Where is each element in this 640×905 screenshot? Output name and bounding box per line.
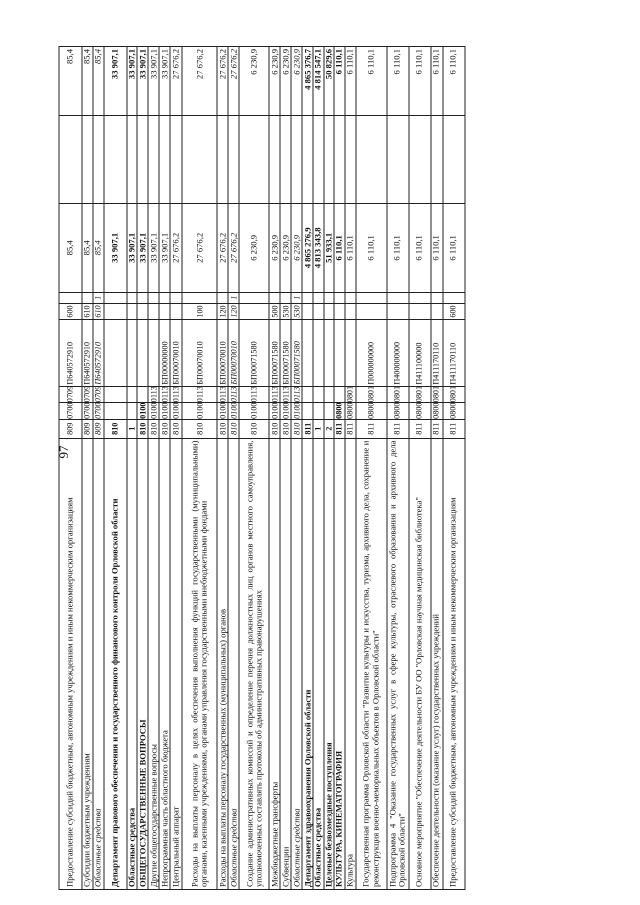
row-expense-type xyxy=(127,303,137,320)
row-target-article: П411170110 xyxy=(431,320,443,386)
row-expense-type xyxy=(104,303,127,320)
row-source xyxy=(127,292,137,303)
table-row xyxy=(228,47,239,890)
row-amount-1: 33 907,1 xyxy=(127,204,137,293)
row-expense-type xyxy=(137,303,148,320)
row-amount-1: 27 676,2 xyxy=(170,204,182,293)
row-grbs: 809 xyxy=(82,419,93,438)
row-expense-type: 610 xyxy=(93,303,104,320)
row-razdel: 0100 xyxy=(182,403,217,420)
row-amount-1: 6 110,1 xyxy=(409,204,431,293)
row-source xyxy=(137,292,148,303)
row-name: ОБЩЕГОСУДАРСТВЕННЫЕ ВОПРОСЫ xyxy=(137,438,148,889)
row-source xyxy=(356,292,387,303)
row-amount-1: 6 110,1 xyxy=(356,204,387,293)
row-amount-1: 33 907,1 xyxy=(137,204,148,293)
row-expense-type: 530 xyxy=(291,303,302,320)
row-name: Межбюджетные трансферты xyxy=(269,438,280,889)
row-razdel xyxy=(104,403,127,420)
row-amount-3: 6 110,1 xyxy=(356,47,387,116)
row-expense-type xyxy=(334,303,344,320)
row-target-article xyxy=(324,320,334,386)
row-expense-type: 530 xyxy=(280,303,291,320)
row-grbs: 810 xyxy=(291,419,302,438)
row-source xyxy=(280,292,291,303)
row-name: Предоставление субсидий бюджетным, автономным учреждениям и иным некоммерческим организациям xyxy=(59,438,82,889)
row-amount-1: 6 110,1 xyxy=(334,204,344,293)
row-name: Подпрограмма 4 "Оказание государственных услуг в сфере культуры, отраслевого образования и архивного дела Орловской области" xyxy=(387,438,409,889)
row-razdel: 0700 xyxy=(59,403,82,420)
row-podrazdel: 0709 xyxy=(93,385,103,403)
row-grbs: 810 xyxy=(280,419,291,438)
row-target-article: БП00070010 xyxy=(217,320,228,386)
row-source xyxy=(443,292,465,303)
row-amount-2 xyxy=(159,115,170,204)
row-razdel: 0800 xyxy=(345,402,355,419)
row-grbs: 810 xyxy=(104,419,127,438)
row-razdel: 0100 xyxy=(229,402,239,419)
row-amount-1: 6 110,1 xyxy=(387,204,409,293)
row-amount-2 xyxy=(443,115,465,204)
row-amount-2 xyxy=(217,115,228,204)
table-row xyxy=(217,47,228,890)
row-amount-3: 33 907,1 xyxy=(148,47,159,116)
row-target-article: П640572910 xyxy=(93,320,104,386)
row-amount-3: 27 676,2 xyxy=(228,47,239,116)
row-grbs: 810 xyxy=(137,419,148,438)
row-name: Целевые безвозмездные поступления xyxy=(324,438,334,889)
row-target-article: БП00071580 xyxy=(239,320,269,386)
row-amount-1: 27 676,2 xyxy=(217,204,228,293)
row-podrazdel: 0113 xyxy=(182,386,217,403)
row-target-article xyxy=(148,320,159,386)
row-amount-1: 6 230,9 xyxy=(239,204,269,293)
row-amount-2 xyxy=(104,115,127,204)
row-name: Расходы на выплаты персоналу государственных (муниципальных) органов xyxy=(217,438,228,889)
row-razdel: 0100 xyxy=(218,402,228,419)
table-row xyxy=(356,47,387,890)
row-amount-2 xyxy=(127,115,137,204)
row-grbs: 811 xyxy=(443,419,465,438)
row-expense-type xyxy=(313,303,323,320)
row-name: Расходы на выплаты персоналу в целях обеспечения выполнения функций государственными (муниципальными) органами, казенными учреждениями, органами управления государственными внебюджетными фондами xyxy=(182,438,217,889)
row-name: КУЛЬТУРА, КИНЕМАТОГРАФИЯ xyxy=(334,438,344,889)
table-row xyxy=(387,47,409,890)
row-target-article: БП00000000 xyxy=(159,320,170,386)
row-source xyxy=(345,292,356,303)
row-amount-2 xyxy=(182,115,217,204)
row-amount-1: 6 230,9 xyxy=(291,204,302,293)
row-podrazdel: 0113 xyxy=(281,386,291,403)
row-amount-2 xyxy=(228,115,239,204)
row-amount-3: 6 110,1 xyxy=(409,47,431,116)
row-razdel: 0800 xyxy=(356,403,387,420)
row-amount-3: 50 829,6 xyxy=(324,47,334,116)
row-name: Областные средства xyxy=(228,438,239,889)
row-podrazdel xyxy=(104,386,127,403)
row-grbs: 811 xyxy=(356,419,387,438)
table-row xyxy=(431,47,443,890)
row-amount-2 xyxy=(302,115,313,204)
row-podrazdel: 0113 xyxy=(171,386,181,403)
row-source xyxy=(302,292,313,303)
row-grbs: 809 xyxy=(59,419,82,438)
table-row xyxy=(127,47,137,890)
row-target-article: П411100000 xyxy=(409,320,431,386)
row-source: 1 xyxy=(228,292,239,303)
table-row xyxy=(345,47,356,890)
row-razdel: 0100 xyxy=(171,402,181,419)
row-target-article xyxy=(345,320,356,386)
row-source xyxy=(217,292,228,303)
table-row xyxy=(148,47,159,890)
row-source xyxy=(409,292,431,303)
row-source xyxy=(431,292,443,303)
table-row xyxy=(159,47,170,890)
row-amount-2 xyxy=(345,115,356,204)
row-grbs: 811 xyxy=(345,419,356,438)
table-row xyxy=(443,47,465,890)
row-podrazdel: 0113 xyxy=(229,386,239,403)
row-amount-3: 33 907,1 xyxy=(137,47,148,116)
row-razdel: 0800 xyxy=(334,402,344,419)
table-row xyxy=(409,47,431,890)
row-amount-1: 4 813 343,8 xyxy=(313,204,323,293)
table-row xyxy=(82,47,93,890)
table-row xyxy=(93,47,104,890)
table-row xyxy=(104,47,127,890)
row-target-article xyxy=(302,320,313,386)
row-amount-1: 6 110,1 xyxy=(345,204,356,293)
row-amount-1: 33 907,1 xyxy=(159,204,170,293)
table-body xyxy=(59,47,465,890)
table-row xyxy=(182,47,217,890)
row-name: Другие общегосударственные вопросы xyxy=(148,438,159,889)
row-name: Областные средства xyxy=(291,438,302,889)
row-amount-3: 85,4 xyxy=(82,47,93,116)
row-amount-3: 6 110,1 xyxy=(431,47,443,116)
row-razdel: 0800 xyxy=(443,403,465,420)
row-name: Областные средства xyxy=(127,438,137,889)
row-amount-3: 6 230,9 xyxy=(291,47,302,116)
table-row xyxy=(302,47,313,890)
row-amount-3: 6 230,9 xyxy=(280,47,291,116)
row-name: Областные средства xyxy=(313,438,323,889)
row-grbs: 811 xyxy=(409,419,431,438)
table-row xyxy=(324,47,334,890)
row-expense-type: 600 xyxy=(443,303,465,320)
row-grbs: 1 xyxy=(127,419,137,438)
row-name: Субсидии бюджетным учреждениям xyxy=(82,438,93,889)
table-row xyxy=(59,47,82,890)
row-podrazdel xyxy=(137,386,148,403)
row-razdel: 0100 xyxy=(281,402,291,419)
row-amount-2 xyxy=(239,115,269,204)
row-expense-type xyxy=(387,303,409,320)
table-row xyxy=(170,47,182,890)
row-podrazdel: 0113 xyxy=(218,386,228,403)
row-podrazdel: 0801 xyxy=(431,385,441,403)
row-podrazdel xyxy=(127,386,137,403)
row-amount-2 xyxy=(93,115,104,204)
row-amount-3: 85,4 xyxy=(59,47,82,116)
row-amount-1: 6 110,1 xyxy=(431,204,443,293)
table-row xyxy=(291,47,302,890)
row-razdel: 0700 xyxy=(93,402,103,419)
row-target-article xyxy=(127,320,137,386)
row-name: Департамент здравоохранения Орловской области xyxy=(302,438,313,889)
row-target-article: П411170110 xyxy=(443,320,465,386)
row-razdel: 0100 xyxy=(138,402,148,419)
row-podrazdel xyxy=(324,386,334,403)
row-amount-1: 33 907,1 xyxy=(104,204,127,293)
row-grbs: 810 xyxy=(170,419,182,438)
row-expense-type xyxy=(302,303,313,320)
row-amount-3: 6 110,1 xyxy=(345,47,356,116)
table-row xyxy=(137,47,148,890)
row-target-article: П640572910 xyxy=(82,320,93,386)
row-amount-3: 6 110,1 xyxy=(387,47,409,116)
row-expense-type: 120 xyxy=(228,303,239,320)
row-name: Департамент правового обеспечения и государственного финансового контроля Орловской области xyxy=(104,438,127,889)
row-amount-1: 6 110,1 xyxy=(443,204,465,293)
row-grbs: 1 xyxy=(313,419,323,438)
row-name: Основное мероприятие "Обеспечение деятельности БУ ОО "Орловская научная медицинская библиотека" xyxy=(409,438,431,889)
row-podrazdel: 0113 xyxy=(239,386,269,403)
row-target-article: БП00071580 xyxy=(269,320,280,386)
budget-table-container xyxy=(59,46,574,890)
row-grbs: 2 xyxy=(324,419,334,438)
row-grbs: 810 xyxy=(239,419,269,438)
row-razdel xyxy=(313,403,323,420)
row-amount-2 xyxy=(148,115,159,204)
row-amount-2 xyxy=(324,115,334,204)
row-name: Создание административных комиссий и определение перечня должностных лиц органов местного самоуправления, уполномоченных составлять протоколы об административных правонарушениях xyxy=(239,438,269,889)
row-target-article: П400000000 xyxy=(387,320,409,386)
row-name: Культура xyxy=(345,438,356,889)
row-podrazdel: 0709 xyxy=(82,385,92,403)
row-podrazdel xyxy=(313,386,323,403)
row-target-article: БП00071580 xyxy=(280,320,291,386)
row-razdel: 0700 xyxy=(82,402,92,419)
row-source xyxy=(148,292,159,303)
row-target-article xyxy=(334,320,344,386)
row-amount-2 xyxy=(387,115,409,204)
row-name: Центральный аппарат xyxy=(170,438,182,889)
row-expense-type xyxy=(239,303,269,320)
row-amount-3: 27 676,2 xyxy=(182,47,217,116)
page-number: 97 xyxy=(56,445,71,459)
row-source: 1 xyxy=(291,292,302,303)
row-expense-type xyxy=(170,303,182,320)
row-source xyxy=(387,292,409,303)
row-podrazdel: 0113 xyxy=(292,386,302,403)
row-amount-1: 27 676,2 xyxy=(228,204,239,293)
row-source xyxy=(59,292,82,303)
row-razdel xyxy=(302,403,313,420)
row-grbs: 810 xyxy=(228,419,239,438)
row-podrazdel: 0113 xyxy=(149,386,159,403)
row-amount-1: 4 865 276,9 xyxy=(302,204,313,293)
row-amount-2 xyxy=(334,115,344,204)
row-source xyxy=(324,292,334,303)
row-amount-1: 6 230,9 xyxy=(269,204,280,293)
row-amount-1: 51 933,1 xyxy=(324,204,334,293)
row-amount-1: 33 907,1 xyxy=(148,204,159,293)
row-expense-type xyxy=(324,303,334,320)
row-grbs: 810 xyxy=(159,419,170,438)
row-source xyxy=(269,292,280,303)
row-podrazdel: 0113 xyxy=(160,386,170,403)
row-amount-2 xyxy=(82,115,93,204)
row-podrazdel: 0709 xyxy=(59,386,82,403)
row-target-article: П640572910 xyxy=(59,320,82,386)
row-amount-1: 27 676,2 xyxy=(182,204,217,293)
row-podrazdel: 0801 xyxy=(409,386,431,403)
row-target-article: П000000000 xyxy=(356,320,387,386)
row-amount-3: 85,4 xyxy=(93,47,104,116)
row-amount-3: 33 907,1 xyxy=(104,47,127,116)
table-row xyxy=(239,47,269,890)
row-amount-1: 85,4 xyxy=(93,204,104,293)
row-expense-type xyxy=(148,303,159,320)
row-target-article xyxy=(313,320,323,386)
table-row xyxy=(334,47,344,890)
row-grbs: 811 xyxy=(431,419,443,438)
row-amount-2 xyxy=(280,115,291,204)
row-source xyxy=(82,292,93,303)
row-podrazdel: 0801 xyxy=(443,386,465,403)
row-expense-type: 610 xyxy=(82,303,93,320)
table-row xyxy=(280,47,291,890)
row-amount-2 xyxy=(137,115,148,204)
row-grbs: 811 xyxy=(334,419,344,438)
row-amount-3: 33 907,1 xyxy=(159,47,170,116)
row-amount-1: 85,4 xyxy=(82,204,93,293)
row-grbs: 810 xyxy=(217,419,228,438)
row-name: Предоставление субсидий бюджетным, автономным учреждениям и иным некоммерческим организациям xyxy=(443,438,465,889)
row-grbs: 810 xyxy=(182,419,217,438)
row-source xyxy=(334,292,344,303)
row-grbs: 809 xyxy=(93,419,104,438)
row-expense-type xyxy=(345,303,356,320)
row-source xyxy=(170,292,182,303)
row-name: Обеспечение деятельности (оказание услуг) государственных учреждений xyxy=(431,438,443,889)
row-source xyxy=(159,292,170,303)
row-expense-type xyxy=(431,303,443,320)
row-podrazdel: 0801 xyxy=(387,386,409,403)
row-razdel: 0800 xyxy=(387,403,409,420)
row-amount-2 xyxy=(269,115,280,204)
row-amount-3: 27 676,2 xyxy=(217,47,228,116)
row-expense-type xyxy=(409,303,431,320)
row-podrazdel: 0801 xyxy=(356,386,387,403)
budget-table xyxy=(59,46,466,890)
row-razdel xyxy=(127,403,137,420)
row-amount-3: 6 230,9 xyxy=(269,47,280,116)
row-amount-2 xyxy=(170,115,182,204)
row-amount-2 xyxy=(59,115,82,204)
row-podrazdel: 0801 xyxy=(345,385,355,403)
row-expense-type: 500 xyxy=(269,303,280,320)
row-amount-3: 27 676,2 xyxy=(170,47,182,116)
row-podrazdel xyxy=(334,386,344,403)
row-amount-3: 6 230,9 xyxy=(239,47,269,116)
row-razdel: 0800 xyxy=(409,403,431,420)
row-expense-type xyxy=(159,303,170,320)
row-amount-2 xyxy=(431,115,443,204)
row-amount-2 xyxy=(313,115,323,204)
row-source xyxy=(313,292,323,303)
row-razdel: 0100 xyxy=(239,403,269,420)
row-razdel: 0100 xyxy=(160,402,170,419)
row-target-article: БП00070010 xyxy=(170,320,182,386)
row-grbs: 811 xyxy=(302,419,313,438)
row-razdel: 0100 xyxy=(270,402,280,419)
row-razdel xyxy=(324,403,334,420)
row-source xyxy=(182,292,217,303)
row-amount-3: 4 865 376,7 xyxy=(302,47,313,116)
row-amount-3: 6 110,1 xyxy=(443,47,465,116)
row-name: Непрограммная часть областного бюджета xyxy=(159,438,170,889)
table-row xyxy=(269,47,280,890)
row-amount-2 xyxy=(291,115,302,204)
row-amount-1: 85,4 xyxy=(59,204,82,293)
row-grbs: 811 xyxy=(387,419,409,438)
row-expense-type: 100 xyxy=(182,303,217,320)
row-target-article: БП00071580 xyxy=(291,320,302,386)
row-expense-type xyxy=(356,303,387,320)
row-razdel: 0100 xyxy=(149,402,159,419)
row-amount-3: 6 110,1 xyxy=(334,47,344,116)
row-amount-3: 4 814 547,1 xyxy=(313,47,323,116)
row-expense-type: 120 xyxy=(217,303,228,320)
row-razdel: 0800 xyxy=(431,402,441,419)
row-amount-2 xyxy=(409,115,431,204)
row-expense-type: 600 xyxy=(59,303,82,320)
row-source xyxy=(239,292,269,303)
row-amount-3: 33 907,1 xyxy=(127,47,137,116)
row-grbs: 810 xyxy=(148,419,159,438)
row-amount-2 xyxy=(356,115,387,204)
row-source: 1 xyxy=(93,292,104,303)
row-razdel: 0100 xyxy=(292,402,302,419)
row-target-article: БП00070010 xyxy=(228,320,239,386)
row-name: Субвенции xyxy=(280,438,291,889)
row-target-article xyxy=(104,320,127,386)
row-target-article xyxy=(137,320,148,386)
row-amount-1: 6 230,9 xyxy=(280,204,291,293)
row-target-article: БП00070010 xyxy=(182,320,217,386)
row-name: Областные средства xyxy=(93,438,104,889)
row-grbs: 810 xyxy=(269,419,280,438)
row-name: Государственная программа Орловской области "Развитие культуры и искусства, туризма, архивного дела, сохранение и реконструкция военно-мемориальных объектов в Орловской области" xyxy=(356,438,387,889)
row-podrazdel xyxy=(302,386,313,403)
row-podrazdel: 0113 xyxy=(270,386,280,403)
table-row xyxy=(313,47,323,890)
row-source xyxy=(104,292,127,303)
